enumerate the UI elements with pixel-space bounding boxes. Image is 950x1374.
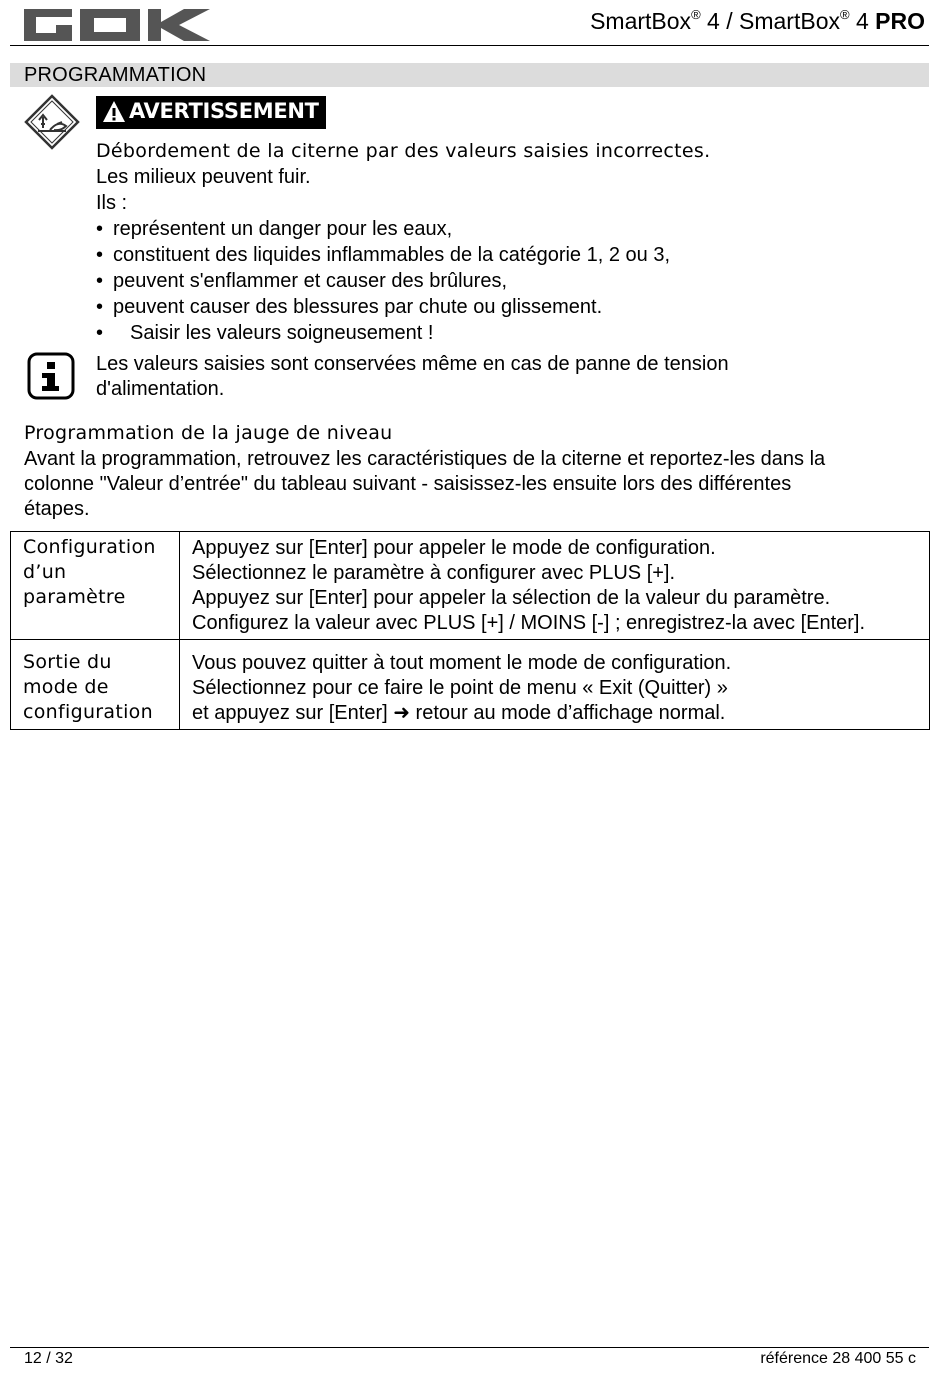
- warning-label: AVERTISSEMENT: [129, 99, 319, 123]
- section-band: [10, 63, 929, 87]
- description-line: Appuyez sur [Enter] pour appeler la sélection de la valeur du paramètre.: [192, 587, 831, 609]
- level-gauge-title: Programmation de la jauge de niveau: [24, 422, 393, 444]
- label-line: Sortie du: [23, 651, 112, 673]
- intro-line: Avant la programmation, retrouvez les caractéristiques de la citerne et reportez-les dans la: [24, 448, 826, 470]
- warning-line: Les milieux peuvent fuir.: [96, 166, 311, 188]
- info-note-line: Les valeurs saisies sont conservées même en cas de panne de tension: [96, 353, 729, 375]
- table-row-description: [180, 640, 930, 730]
- warning-triangle-icon: [102, 100, 126, 124]
- gok-logo-icon: [24, 9, 210, 41]
- description-line: Sélectionnez pour ce faire le point de menu « Exit (Quitter) »: [192, 677, 728, 699]
- config-table: [10, 531, 930, 730]
- list-item: • peuvent s'enflammer et causer des brûlures,: [96, 268, 896, 294]
- warning-text: [96, 138, 896, 346]
- description-line: Appuyez sur [Enter] pour appeler le mode de configuration.: [192, 537, 716, 559]
- table-row-description: [180, 532, 930, 640]
- section-title: PROGRAMMATION: [24, 64, 207, 86]
- warning-action: • Saisir les valeurs soigneusement !: [96, 320, 896, 346]
- table-row-label: [11, 532, 180, 640]
- page-number: 12 / 32: [24, 1350, 73, 1367]
- table-row: [11, 532, 930, 640]
- description-line: Sélectionnez le paramètre à configurer avec PLUS [+].: [192, 562, 676, 584]
- description-line: Vous pouvez quitter à tout moment le mode de configuration.: [192, 652, 732, 674]
- info-note-line: d'alimentation.: [96, 378, 225, 400]
- warning-headline: Débordement de la citerne par des valeurs saisies incorrectes.: [96, 140, 711, 162]
- list-item: • constituent des liquides inflammables de la catégorie 1, 2 ou 3,: [96, 242, 896, 268]
- page-header: [10, 0, 929, 46]
- table-row-label: [11, 640, 180, 730]
- intro-line: étapes.: [24, 498, 90, 520]
- product-title-pro: PRO: [875, 8, 925, 34]
- list-item: • représentent un danger pour les eaux,: [96, 216, 896, 242]
- label-line: mode de: [23, 676, 109, 698]
- level-gauge-intro: [24, 447, 924, 522]
- table-row: [11, 640, 930, 730]
- environment-hazard-icon: [24, 94, 80, 150]
- label-line: configuration: [23, 701, 153, 723]
- label-line: Configuration: [23, 536, 156, 558]
- product-title: SmartBox® 4 / SmartBox® 4 PRO: [590, 7, 925, 34]
- info-icon: [27, 352, 75, 400]
- description-line: Configurez la valeur avec PLUS [+] / MOINS [-] ; enregistrez-la avec [Enter].: [192, 612, 866, 634]
- warning-bullet-list: [96, 216, 896, 346]
- intro-line: colonne "Valeur d’entrée" du tableau suivant - saisissez-les ensuite lors des différentes: [24, 473, 792, 495]
- info-note: [96, 352, 856, 402]
- label-line: d’un: [23, 561, 67, 583]
- list-item: • peuvent causer des blessures par chute ou glissement.: [96, 294, 896, 320]
- warning-badge: [96, 96, 326, 129]
- document-reference: référence 28 400 55 c: [760, 1350, 916, 1367]
- footer-divider: [10, 1347, 929, 1348]
- description-line: et appuyez sur [Enter] ➜ retour au mode d’affichage normal.: [192, 702, 726, 724]
- warning-line: Ils :: [96, 192, 128, 214]
- label-line: paramètre: [23, 586, 126, 608]
